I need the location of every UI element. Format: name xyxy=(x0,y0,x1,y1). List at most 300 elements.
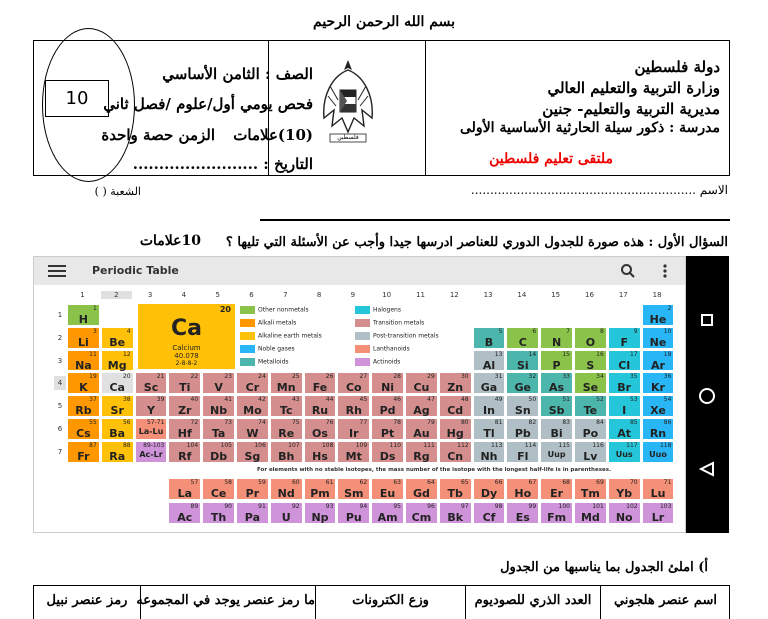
element-cell-o[interactable] xyxy=(574,327,607,349)
element-symbol: Bk xyxy=(447,511,464,524)
element-cell-sb[interactable] xyxy=(540,395,573,417)
element-cell-np[interactable] xyxy=(304,502,337,524)
element-symbol: Cu xyxy=(413,381,430,395)
element-cell-mn[interactable] xyxy=(270,372,303,394)
element-cell-cf[interactable] xyxy=(473,502,506,524)
element-cell-pr[interactable] xyxy=(236,478,269,500)
element-number: 105 xyxy=(220,441,232,449)
element-number: 32 xyxy=(528,373,537,381)
element-cell-uus[interactable] xyxy=(608,441,641,463)
element-number: 62 xyxy=(359,479,368,486)
element-cell-cu[interactable] xyxy=(405,372,438,394)
element-number: 108 xyxy=(321,441,334,449)
element-number: 69 xyxy=(596,479,604,486)
element-number: 50 xyxy=(528,396,537,404)
element-number: 29 xyxy=(427,373,435,381)
element-number: 22 xyxy=(190,373,199,381)
period-number: 2 xyxy=(57,333,63,342)
element-cell-in[interactable] xyxy=(473,395,506,417)
element-number: 35 xyxy=(629,373,638,381)
element-number: 86 xyxy=(663,419,672,426)
element-cell-sn[interactable] xyxy=(506,395,539,417)
element-number: 13 xyxy=(494,350,503,358)
element-cell-am[interactable] xyxy=(371,502,404,524)
element-cell-la-lu[interactable] xyxy=(135,418,168,440)
element-cell-ac-lr[interactable] xyxy=(135,441,168,463)
element-number: 109 xyxy=(355,441,368,449)
element-number: 82 xyxy=(528,419,537,426)
element-number: 79 xyxy=(427,419,435,426)
element-number: 110 xyxy=(389,441,401,449)
element-number: 9 xyxy=(633,327,638,335)
element-cell-ta[interactable] xyxy=(202,418,235,440)
element-cell-hf[interactable] xyxy=(168,418,201,440)
group-number: 2 xyxy=(101,291,132,299)
element-cell-sm[interactable] xyxy=(337,478,370,500)
element-cell-mg[interactable] xyxy=(101,350,134,372)
element-cell-tb[interactable] xyxy=(439,478,472,500)
legend-swatch xyxy=(240,332,255,340)
element-cell-zr[interactable] xyxy=(168,395,201,417)
element-symbol: Gd xyxy=(412,487,430,500)
element-cell-er[interactable] xyxy=(540,478,573,500)
element-cell-cn[interactable] xyxy=(439,441,472,463)
element-number: 12 xyxy=(122,350,131,358)
element-symbol: Hg xyxy=(446,427,464,440)
app-title: Periodic Table xyxy=(92,264,179,277)
element-cell-th[interactable] xyxy=(202,502,235,524)
element-number: 93 xyxy=(325,503,334,510)
element-cell-cr[interactable] xyxy=(236,372,269,394)
legend-swatch xyxy=(355,358,370,366)
more-icon[interactable] xyxy=(662,263,668,279)
element-symbol: Uup xyxy=(547,449,566,459)
element-cell-xe[interactable] xyxy=(642,395,675,417)
element-symbol: Lv xyxy=(583,449,598,463)
element-symbol: Eu xyxy=(379,487,396,500)
element-symbol: Er xyxy=(550,487,564,500)
element-cell-b[interactable] xyxy=(473,327,506,349)
element-symbol: Cf xyxy=(482,511,496,524)
element-symbol: Nb xyxy=(210,404,228,418)
element-cell-po[interactable] xyxy=(574,418,607,440)
element-symbol: Se xyxy=(582,381,599,395)
element-number: 6 xyxy=(532,327,537,335)
element-cell-co[interactable] xyxy=(337,372,370,394)
element-cell-cl[interactable] xyxy=(608,350,641,372)
element-cell-pb[interactable] xyxy=(506,418,539,440)
element-symbol: Cd xyxy=(447,404,464,418)
selected-config: 2-8-8-2 xyxy=(175,360,198,367)
element-symbol: Ca xyxy=(109,381,125,395)
element-symbol: Rf xyxy=(178,449,192,463)
element-cell-mt[interactable] xyxy=(337,441,370,463)
element-cell-ti[interactable] xyxy=(168,372,201,394)
element-symbol: Bi xyxy=(550,427,563,440)
element-cell-rf[interactable] xyxy=(168,441,201,463)
android-nav-bar xyxy=(686,256,729,533)
element-cell-hs[interactable] xyxy=(304,441,337,463)
selected-symbol: Ca xyxy=(171,316,202,341)
element-cell-db[interactable] xyxy=(202,441,235,463)
element-cell-se[interactable] xyxy=(574,372,607,394)
element-number: 20 xyxy=(122,373,131,381)
element-cell-fm[interactable] xyxy=(540,502,573,524)
element-symbol: F xyxy=(620,335,628,349)
element-cell-sg[interactable] xyxy=(236,441,269,463)
element-cell-eu[interactable] xyxy=(371,478,404,500)
element-cell-os[interactable] xyxy=(304,418,337,440)
element-symbol: He xyxy=(649,313,667,326)
element-symbol: Uus xyxy=(615,449,633,459)
element-symbol: Sb xyxy=(548,404,565,418)
element-number: 107 xyxy=(288,441,300,449)
element-cell-pu[interactable] xyxy=(337,502,370,524)
element-symbol: Fr xyxy=(77,449,90,463)
element-symbol: Cl xyxy=(618,358,631,372)
element-cell-c[interactable] xyxy=(506,327,539,349)
element-cell-yb[interactable] xyxy=(608,478,641,500)
element-number: 118 xyxy=(659,441,672,449)
element-number: 111 xyxy=(423,441,435,449)
element-cell-hg[interactable] xyxy=(439,418,472,440)
element-cell-ba[interactable] xyxy=(101,418,134,440)
element-symbol: Fm xyxy=(547,511,567,524)
element-number: 46 xyxy=(393,396,401,404)
element-number: 64 xyxy=(427,479,435,486)
element-symbol: Pb xyxy=(514,427,531,440)
group-number: 6 xyxy=(249,291,254,299)
element-symbol: Ru xyxy=(311,404,329,418)
element-number: 73 xyxy=(224,419,232,426)
element-cell-nb[interactable] xyxy=(202,395,235,417)
element-symbol: Sc xyxy=(143,381,159,395)
element-symbol: Pt xyxy=(380,427,395,440)
element-cell-cm[interactable] xyxy=(405,502,438,524)
element-symbol: Te xyxy=(583,404,598,418)
legend-swatch xyxy=(355,345,370,353)
element-symbol: Bh xyxy=(278,449,295,463)
element-cell-fr[interactable] xyxy=(67,441,100,463)
element-number: 70 xyxy=(629,479,638,486)
element-cell-be[interactable] xyxy=(101,327,134,349)
element-symbol: U xyxy=(281,511,291,524)
element-cell-rh[interactable] xyxy=(337,395,370,417)
element-cell-y[interactable] xyxy=(135,395,168,417)
element-symbol: Br xyxy=(617,381,632,395)
element-number: 97 xyxy=(460,503,469,510)
group-number: 17 xyxy=(618,291,628,299)
element-symbol: Ni xyxy=(381,381,395,395)
element-symbol: Ti xyxy=(179,381,191,395)
element-symbol: Ho xyxy=(514,487,532,500)
group-number: 5 xyxy=(215,291,220,299)
basmala: بسم الله الرحمن الرحيم xyxy=(313,14,455,30)
element-cell-h[interactable] xyxy=(67,304,100,326)
element-cell-re[interactable] xyxy=(270,418,303,440)
element-cell-n[interactable] xyxy=(540,327,573,349)
element-cell-mo[interactable] xyxy=(236,395,269,417)
element-cell-ce[interactable] xyxy=(202,478,235,500)
ministry-name: وزارة التربية والتعليم العالي xyxy=(547,79,720,97)
element-symbol: Pu xyxy=(345,511,362,524)
element-number: 80 xyxy=(460,419,469,426)
element-symbol: O xyxy=(585,335,596,349)
element-cell-ga[interactable] xyxy=(473,372,506,394)
element-symbol: Ds xyxy=(379,449,396,463)
element-number: 43 xyxy=(291,396,300,404)
element-symbol: Li xyxy=(78,335,89,349)
element-symbol: Os xyxy=(312,427,328,440)
element-number: 36 xyxy=(663,373,672,381)
legend-swatch xyxy=(240,358,255,366)
element-cell-he[interactable] xyxy=(642,304,675,326)
element-number: 99 xyxy=(528,503,537,510)
palestine-emblem xyxy=(318,56,378,150)
element-symbol: Xe xyxy=(650,404,666,418)
element-number: 104 xyxy=(186,441,199,449)
element-cell-si[interactable] xyxy=(506,350,539,372)
element-symbol: W xyxy=(246,427,259,440)
element-symbol: As xyxy=(549,381,565,395)
period-number: 3 xyxy=(57,356,63,365)
element-symbol: Au xyxy=(413,427,430,440)
element-symbol: I xyxy=(622,404,627,418)
element-symbol: Rg xyxy=(413,449,430,463)
legend-label: Transition metals xyxy=(373,319,425,327)
element-symbol: V xyxy=(214,381,223,395)
element-cell-uuo[interactable] xyxy=(642,441,675,463)
element-cell-ir[interactable] xyxy=(337,418,370,440)
element-cell-kr[interactable] xyxy=(642,372,675,394)
period-number: 6 xyxy=(57,425,63,433)
element-cell-br[interactable] xyxy=(608,372,641,394)
element-cell-bk[interactable] xyxy=(439,502,472,524)
element-number: 92 xyxy=(291,503,300,510)
element-number: 17 xyxy=(629,350,638,358)
legend-swatch xyxy=(355,319,370,327)
element-cell-at[interactable] xyxy=(608,418,641,440)
element-number: 58 xyxy=(224,479,232,486)
legend-label: Post-transition metals xyxy=(373,332,439,340)
element-cell-nh[interactable] xyxy=(473,441,506,463)
legend-swatch xyxy=(355,306,370,314)
group-number: 10 xyxy=(382,291,392,299)
element-cell-i[interactable] xyxy=(608,395,641,417)
element-cell-bh[interactable] xyxy=(270,441,303,463)
element-cell-p[interactable] xyxy=(540,350,573,372)
element-cell-te[interactable] xyxy=(574,395,607,417)
element-cell-lu[interactable] xyxy=(642,478,675,500)
table-header-electron-distribution: وزع الكترونات xyxy=(315,585,465,619)
element-symbol: Zn xyxy=(447,381,464,395)
element-symbol: Rn xyxy=(649,427,667,440)
element-cell-dy[interactable] xyxy=(473,478,506,500)
search-icon[interactable] xyxy=(620,263,636,279)
element-cell-rb[interactable] xyxy=(67,395,100,417)
element-cell-li[interactable] xyxy=(67,327,100,349)
element-symbol: Dy xyxy=(480,487,498,500)
element-cell-u[interactable] xyxy=(270,502,303,524)
element-cell-sc[interactable] xyxy=(135,372,168,394)
element-cell-ca[interactable] xyxy=(101,372,134,394)
element-cell-tm[interactable] xyxy=(574,478,607,500)
element-number: 87 xyxy=(89,441,97,449)
element-number: 26 xyxy=(325,373,334,381)
table-header-halogen: اسم عنصر هلجوني xyxy=(600,585,730,619)
element-number: 114 xyxy=(524,441,537,449)
element-cell-lv[interactable] xyxy=(574,441,607,463)
element-cell-pd[interactable] xyxy=(371,395,404,417)
element-number: 15 xyxy=(562,350,570,358)
element-cell-ge[interactable] xyxy=(506,372,539,394)
back-icon[interactable] xyxy=(699,461,715,477)
element-number: 100 xyxy=(558,503,570,510)
element-cell-lr[interactable] xyxy=(642,502,675,524)
element-cell-la[interactable] xyxy=(168,478,201,500)
element-cell-pa[interactable] xyxy=(236,502,269,524)
element-number: 116 xyxy=(592,441,604,449)
element-cell-tc[interactable] xyxy=(270,395,303,417)
element-cell-nd[interactable] xyxy=(270,478,303,500)
element-cell-al[interactable] xyxy=(473,350,506,372)
element-symbol: Tm xyxy=(580,487,600,500)
element-number: 102 xyxy=(626,503,638,510)
legend-label: Lanthanoids xyxy=(373,345,410,353)
element-number: 7 xyxy=(566,327,570,335)
element-cell-fe[interactable] xyxy=(304,372,337,394)
element-cell-cs[interactable] xyxy=(67,418,100,440)
element-cell-ar[interactable] xyxy=(642,350,675,372)
element-cell-rg[interactable] xyxy=(405,441,438,463)
directorate-name: مديرية التربية والتعليم- جنين xyxy=(542,100,720,118)
element-number: 106 xyxy=(254,441,266,449)
table-header-noble-element-symbol: رمز عنصر نبيل xyxy=(33,585,140,619)
element-cell-es[interactable] xyxy=(506,502,539,524)
element-number: 60 xyxy=(291,479,300,486)
element-symbol: S xyxy=(586,358,595,372)
recent-apps-icon[interactable] xyxy=(701,314,713,326)
element-cell-bi[interactable] xyxy=(540,418,573,440)
element-symbol: Ta xyxy=(211,427,226,440)
element-cell-gd[interactable] xyxy=(405,478,438,500)
element-symbol: Re xyxy=(278,427,295,440)
element-cell-sr[interactable] xyxy=(101,395,134,417)
element-symbol: Db xyxy=(210,449,228,463)
element-cell-v[interactable] xyxy=(202,372,235,394)
legend-label: Alkali metals xyxy=(258,319,297,327)
element-cell-no[interactable] xyxy=(608,502,641,524)
element-symbol: Pr xyxy=(245,487,260,500)
element-number: 76 xyxy=(325,419,334,426)
element-symbol: Co xyxy=(345,381,362,395)
element-cell-k[interactable] xyxy=(67,372,100,394)
date-label: التاريخ : ........................ xyxy=(132,155,313,173)
element-number: 45 xyxy=(359,396,368,404)
element-cell-rn[interactable] xyxy=(642,418,675,440)
selected-element-card[interactable] xyxy=(138,304,235,369)
element-cell-au[interactable] xyxy=(405,418,438,440)
element-number: 61 xyxy=(325,479,334,486)
group-number: 18 xyxy=(652,291,662,299)
element-number: 75 xyxy=(291,419,300,426)
element-cell-ne[interactable] xyxy=(642,327,675,349)
element-symbol: Ir xyxy=(349,427,359,440)
element-cell-ds[interactable] xyxy=(371,441,404,463)
element-symbol: Pa xyxy=(244,511,260,524)
element-cell-fl[interactable] xyxy=(506,441,539,463)
question1-text: السؤال الأول : هذه صورة للجدول الدوري للعناصر ادرسها جيدا وأجب عن الأسئلة التي تليها ؟ xyxy=(225,235,728,250)
section-label: الشعبة ( ) xyxy=(94,185,141,198)
element-cell-cd[interactable] xyxy=(439,395,472,417)
element-number: 31 xyxy=(494,373,503,381)
element-number: 25 xyxy=(291,373,300,381)
element-number: 63 xyxy=(393,479,401,486)
element-number: 2 xyxy=(667,305,672,312)
question1-marks: 10علامات xyxy=(139,233,201,249)
element-cell-ho[interactable] xyxy=(506,478,539,500)
legend-item xyxy=(355,345,410,353)
element-cell-zn[interactable] xyxy=(439,372,472,394)
element-number: 95 xyxy=(393,503,401,510)
element-cell-ru[interactable] xyxy=(304,395,337,417)
element-cell-md[interactable] xyxy=(574,502,607,524)
element-symbol: Lr xyxy=(651,511,665,524)
forum-name: ملتقى تعليم فلسطين xyxy=(489,151,613,167)
element-cell-ra[interactable] xyxy=(101,441,134,463)
legend-item xyxy=(240,306,309,314)
element-number: 83 xyxy=(562,419,570,426)
legend-item xyxy=(240,358,289,366)
legend-label: Halogens xyxy=(373,306,401,314)
element-cell-as[interactable] xyxy=(540,372,573,394)
element-number: 101 xyxy=(592,503,604,510)
element-symbol: Zr xyxy=(178,404,192,418)
element-cell-ag[interactable] xyxy=(405,395,438,417)
element-number: 21 xyxy=(156,373,165,381)
legend-swatch xyxy=(240,319,255,327)
element-symbol: Md xyxy=(580,511,600,524)
element-symbol: Sr xyxy=(110,404,124,418)
element-cell-tl[interactable] xyxy=(473,418,506,440)
element-number: 10 xyxy=(663,327,672,335)
element-number: 89 xyxy=(190,503,199,510)
menu-icon[interactable] xyxy=(48,265,66,277)
element-cell-uup[interactable] xyxy=(540,441,573,463)
home-icon[interactable] xyxy=(699,388,715,404)
element-symbol: Ce xyxy=(210,487,227,500)
element-cell-pm[interactable] xyxy=(304,478,337,500)
element-cell-na[interactable] xyxy=(67,350,100,372)
period-number: 5 xyxy=(57,402,63,411)
element-cell-ni[interactable] xyxy=(371,372,404,394)
element-symbol: Sm xyxy=(344,487,364,500)
legend-item xyxy=(240,319,296,327)
legend-label: Alkaline earth metals xyxy=(258,332,322,340)
element-cell-f[interactable] xyxy=(608,327,641,349)
marks-label: (10)علامات xyxy=(233,126,313,144)
element-cell-s[interactable] xyxy=(574,350,607,372)
element-cell-pt[interactable] xyxy=(371,418,404,440)
element-cell-ac[interactable] xyxy=(168,502,201,524)
element-cell-w[interactable] xyxy=(236,418,269,440)
period-number: 1 xyxy=(57,311,63,319)
element-number: 38 xyxy=(122,396,131,404)
element-symbol: Am xyxy=(377,511,398,524)
element-number: 27 xyxy=(359,373,368,381)
element-number: 4 xyxy=(126,327,131,335)
element-number: 14 xyxy=(528,350,537,358)
